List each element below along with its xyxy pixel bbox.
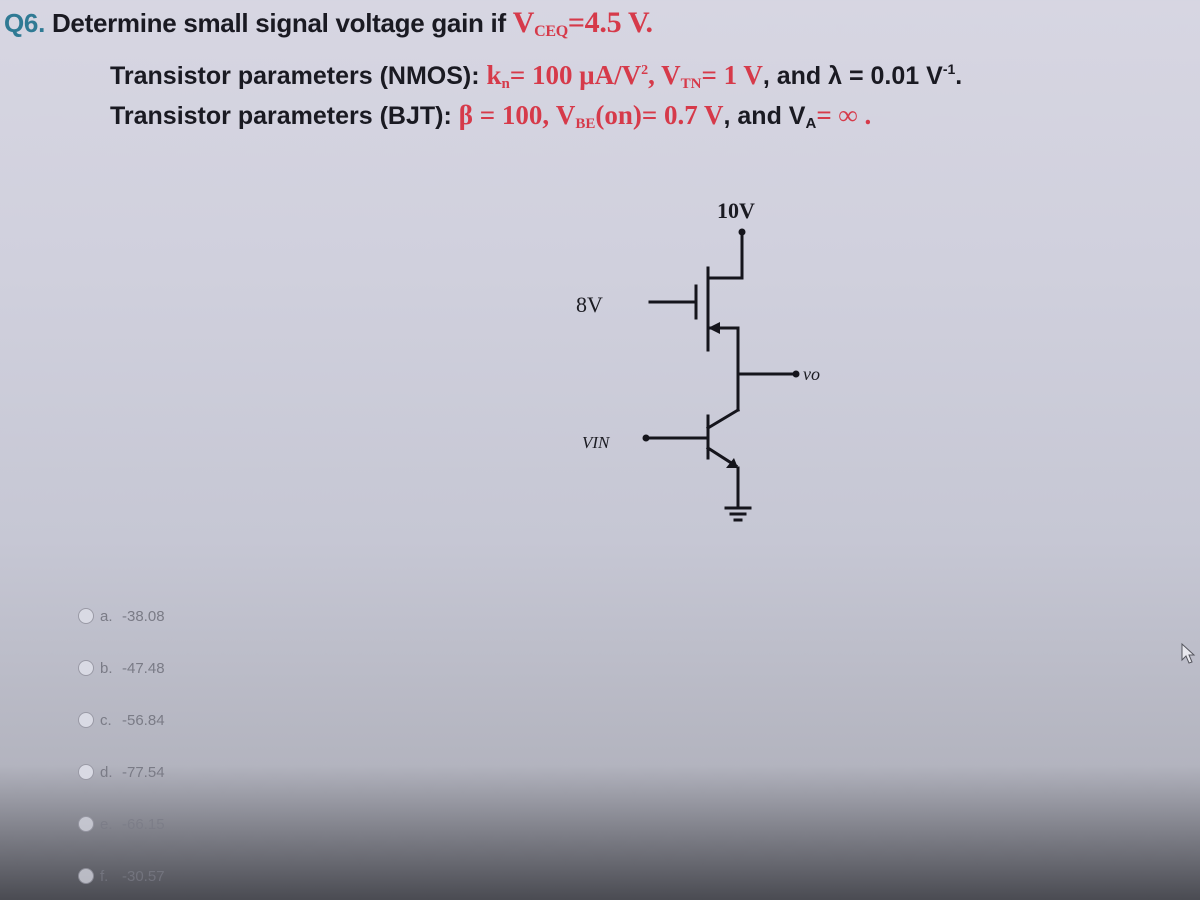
option-value: -30.57 [122, 867, 165, 885]
option-a[interactable] [78, 590, 165, 642]
option-letter: a. [100, 607, 113, 625]
option-d[interactable] [78, 746, 165, 798]
va-prefix: , and V [723, 102, 806, 130]
kn-value: = 100 μA/V [509, 60, 642, 90]
radio-icon[interactable] [78, 712, 94, 728]
vceq-value: =4.5 V. [567, 6, 653, 39]
vceq-symbol: V [512, 6, 535, 39]
option-c[interactable] [78, 694, 165, 746]
question-number: Q6. [4, 8, 46, 38]
option-value: -66.15 [122, 815, 165, 833]
output-label: vo [803, 364, 820, 384]
vbe-subscript: BE [575, 116, 596, 132]
input-label: VIN [582, 433, 610, 452]
option-b[interactable] [78, 642, 165, 694]
option-letter: e. [100, 815, 113, 833]
gate-voltage-label: 8V [576, 292, 603, 317]
bjt-prefix: Transistor parameters (BJT): [110, 102, 459, 130]
lambda-superscript: -1 [942, 61, 956, 77]
nmos-source-arrow [708, 322, 720, 334]
input-node [643, 435, 650, 442]
question-heading-text: Determine small signal voltage gain if [51, 8, 513, 38]
radio-icon[interactable] [78, 816, 94, 832]
va-subscript: A [805, 115, 817, 132]
option-e[interactable] [78, 798, 165, 850]
lambda-end: . [955, 62, 963, 90]
lambda-text: , and λ = 0.01 V [762, 62, 943, 90]
vtn-symbol: , V [648, 60, 681, 90]
option-letter: f. [100, 867, 109, 885]
kn-symbol: k [486, 60, 502, 90]
nmos-parameters [110, 60, 962, 93]
answer-options [78, 590, 165, 900]
output-node [793, 371, 800, 378]
vceq-subscript: CEQ [534, 23, 568, 40]
beta-text: β = 100 [458, 100, 543, 130]
option-value: -56.84 [122, 711, 165, 729]
kn-subscript: n [501, 76, 510, 92]
nmos-prefix: Transistor parameters (NMOS): [110, 62, 487, 90]
mouse-cursor-icon [1180, 642, 1196, 664]
va-value: = ∞ . [816, 100, 872, 130]
question-heading [4, 6, 653, 41]
vbe-symbol: , V [542, 100, 576, 130]
collector-lead [708, 410, 738, 428]
bjt-parameters [110, 100, 871, 133]
option-value: -47.48 [122, 659, 165, 677]
vtn-subscript: TN [680, 76, 702, 92]
supply-label: 10V [717, 198, 755, 223]
supply-node [739, 229, 746, 236]
option-letter: d. [100, 763, 113, 781]
option-value: -38.08 [122, 607, 165, 625]
option-letter: c. [100, 711, 112, 729]
radio-icon[interactable] [78, 660, 94, 676]
circuit-diagram [560, 190, 860, 530]
kn-superscript: 2 [641, 63, 649, 78]
radio-icon[interactable] [78, 608, 94, 624]
vtn-value: = 1 V [701, 60, 763, 90]
taskbar [0, 872, 1200, 900]
option-letter: b. [100, 659, 113, 677]
option-value: -77.54 [122, 763, 165, 781]
vbe-value: (on)= 0.7 V [595, 100, 724, 130]
radio-icon[interactable] [78, 764, 94, 780]
